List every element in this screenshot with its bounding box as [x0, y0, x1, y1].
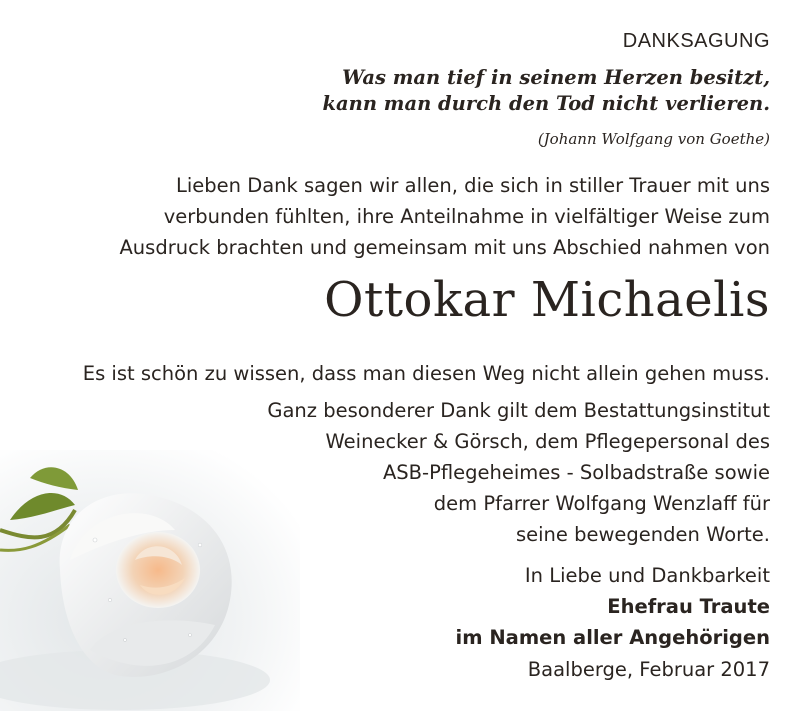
quote-author: (Johann Wolfgang von Goethe): [537, 130, 770, 148]
quote-line: kann man durch den Tod nicht verlieren.: [322, 92, 770, 115]
thanks-line: Weinecker & Görsch, dem Pflegepersonal des: [325, 430, 770, 453]
place-date: Baalberge, Februar 2017: [527, 658, 770, 681]
signoff-line: In Liebe und Dankbarkeit: [524, 564, 770, 587]
notice-heading: DANKSAGUNG: [622, 30, 770, 52]
thanks-line: seine bewegenden Worte.: [515, 523, 770, 546]
intro-text: [119, 170, 770, 263]
signoff-widow: Ehefrau Traute: [607, 595, 770, 618]
intro-line: verbunden fühlten, ihre Anteilnahme in vielfältiger Weise zum: [163, 205, 770, 228]
intro-line: Ausdruck brachten und gemeinsam mit uns Abschied nahmen von: [119, 236, 770, 259]
thanks-line: Ganz besonderer Dank gilt dem Bestattungsinstitut: [267, 399, 770, 422]
quote: [323, 65, 770, 117]
quote-line: Was man tief in seinem Herzen besitzt,: [342, 66, 770, 89]
signoff-family: im Namen aller Angehörigen: [455, 626, 770, 649]
signoff: [456, 560, 770, 653]
thanks-line: dem Pfarrer Wolfgang Wenzlaff für: [433, 492, 770, 515]
deceased-name: Ottokar Michaelis: [324, 272, 770, 328]
intro-line: Lieben Dank sagen wir allen, die sich in stiller Trauer mit uns: [176, 174, 770, 197]
thanks-text: [267, 395, 770, 550]
thanks-line: ASB-Pflegeheimes - Solbadstraße sowie: [382, 461, 770, 484]
white-rose-photo: [0, 450, 300, 711]
comfort-sentence: Es ist schön zu wissen, dass man diesen Weg nicht allein gehen muss.: [82, 362, 770, 385]
